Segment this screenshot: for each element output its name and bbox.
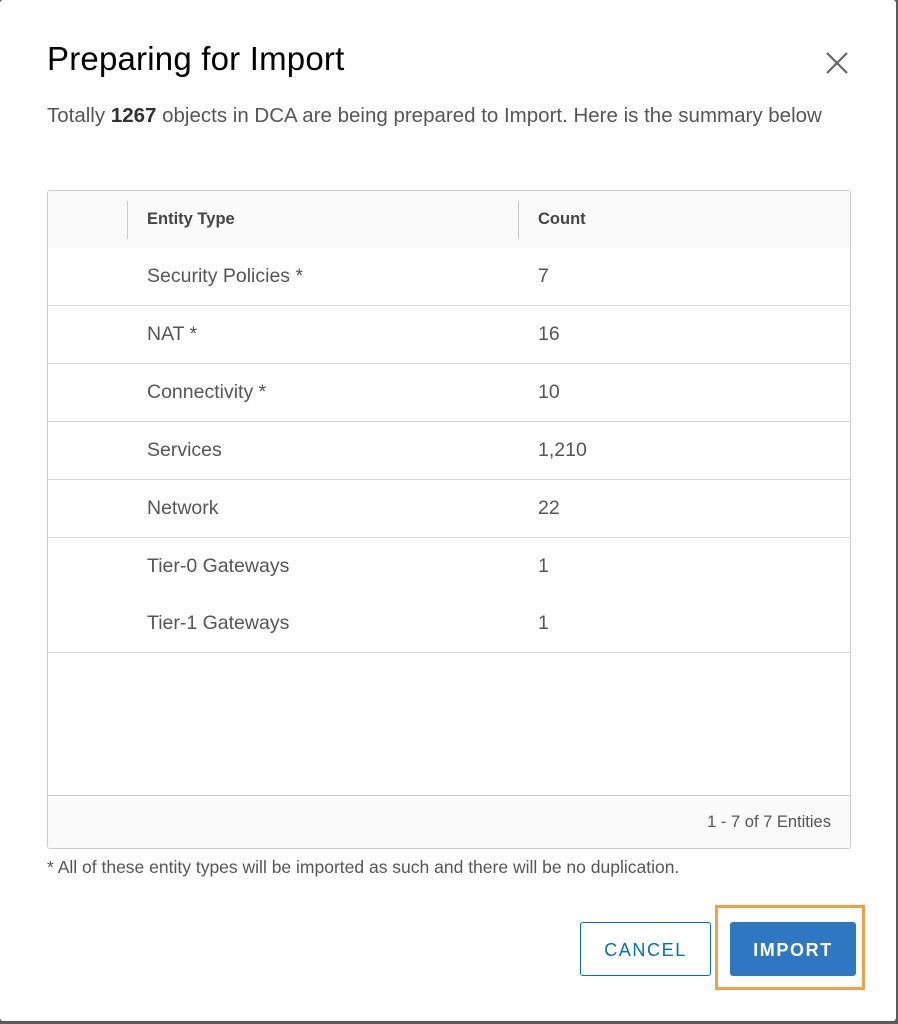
cell-entity-type: Security Policies * [147, 265, 304, 287]
table-row [48, 248, 850, 306]
table-row [48, 422, 850, 480]
grid-header [48, 191, 850, 249]
cell-count: 1,210 [538, 439, 587, 461]
cell-count: 22 [538, 497, 560, 519]
footnote: * All of these entity types will be imported as such and there will be no duplication. [47, 857, 680, 877]
cell-entity-type: Connectivity * [147, 381, 267, 403]
cell-count: 16 [538, 323, 560, 345]
dialog-title: Preparing for Import [47, 40, 345, 77]
table-row [48, 364, 850, 422]
cell-count: 1 [538, 612, 549, 634]
grid-footer [48, 795, 850, 849]
summary-text [47, 97, 827, 135]
cell-count: 1 [538, 555, 549, 577]
table-row [48, 538, 850, 596]
cell-count: 10 [538, 381, 560, 403]
table-row [48, 595, 850, 653]
column-separator[interactable] [127, 201, 128, 239]
cell-entity-type: Tier-1 Gateways [147, 612, 290, 634]
entity-grid [47, 190, 851, 849]
table-row [48, 480, 850, 538]
cancel-button[interactable]: CANCEL [580, 922, 711, 976]
cell-entity-type: Tier-0 Gateways [147, 555, 290, 577]
column-header-count[interactable]: Count [538, 210, 586, 228]
cell-entity-type: Services [147, 439, 222, 461]
cell-entity-type: NAT * [147, 323, 198, 345]
table-row [48, 306, 850, 364]
summary-suffix: objects in DCA are being prepared to Import. Here is the summary below [156, 104, 822, 127]
cell-count: 7 [538, 265, 549, 287]
summary-count: 1267 [110, 104, 157, 127]
close-icon[interactable] [822, 48, 852, 78]
import-button[interactable]: IMPORT [730, 922, 856, 976]
column-separator[interactable] [518, 201, 519, 239]
pagination-summary: 1 - 7 of 7 Entities [707, 813, 831, 831]
summary-prefix: Totally [47, 104, 111, 127]
close-button[interactable] [822, 48, 852, 78]
column-header-entity-type[interactable]: Entity Type [147, 210, 235, 228]
cell-entity-type: Network [147, 497, 219, 519]
